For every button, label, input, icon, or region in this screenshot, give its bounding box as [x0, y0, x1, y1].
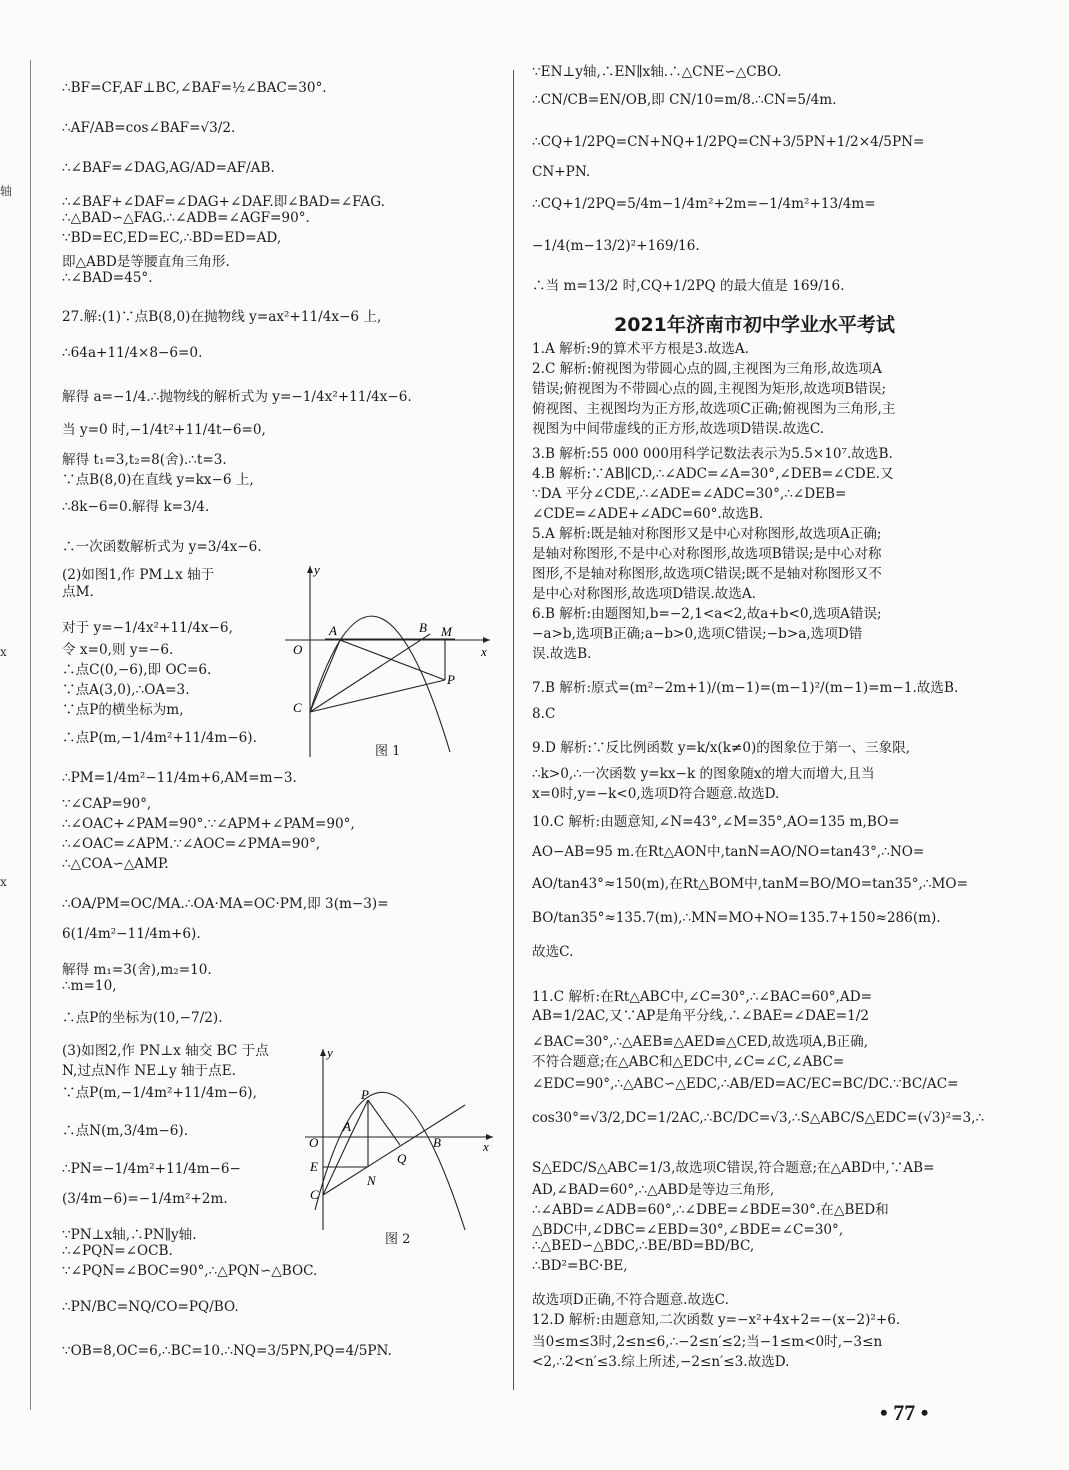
left_column-line: (3)如图2,作 PN⊥x 轴交 BC 于点: [62, 1043, 269, 1059]
left_column-line: (3/4m−6)=−1/4m²+2m.: [62, 1191, 228, 1207]
right_column-line: AD,∠BAD=60°,∴△ABD是等边三角形,: [532, 1182, 775, 1198]
left_column-line: ∴△COA∽△AMP.: [62, 856, 169, 872]
left_column-line: ∴AF/AB=cos∠BAF=√3/2.: [62, 120, 236, 136]
right_column-line: 误.故选B.: [532, 646, 592, 662]
left_column-line: ∴BF=CF,AF⊥BC,∠BAF=½∠BAC=30°.: [62, 80, 327, 96]
right_column-line: 俯视图、主视图均为正方形,故选项C正确;俯视图为三角形,主: [532, 401, 896, 417]
left_column-line: ∵点P(m,−1/4m²+11/4m−6),: [62, 1085, 257, 1101]
right_column-line: 8.C: [532, 706, 556, 722]
left_column-line: ∴一次函数解析式为 y=3/4x−6.: [62, 539, 262, 555]
fig1-label-b: B: [419, 620, 427, 635]
right_column-line: 图形,不是轴对称图形,故选项C错误;既不是轴对称图形又不: [532, 566, 882, 582]
left_column-line: ∴点C(0,−6),即 OC=6.: [62, 662, 212, 678]
left_column-line: 6(1/4m²−11/4m+6).: [62, 926, 201, 942]
right_column-line: 9.D 解析:∵反比例函数 y=k/x(k≠0)的图象位于第一、三象限,: [532, 740, 911, 756]
left_column-line: ∵BD=EC,ED=EC,∴BD=ED=AD,: [62, 230, 282, 246]
left_column-line: 解得 t₁=3,t₂=8(舍).∴t=3.: [62, 452, 227, 468]
figure-2-caption: 图 2: [385, 1232, 411, 1247]
right_column-line: 5.A 解析:既是轴对称图形又是中心对称图形,故选项A正确;: [532, 526, 882, 542]
left_column-line: ∴PM=1/4m²−11/4m+6,AM=m−3.: [62, 770, 297, 786]
right_column-line: 故选项D正确,不符合题意.故选C.: [532, 1292, 729, 1308]
page-number: • 77 •: [880, 1400, 929, 1425]
fig2-label-a: A: [343, 1119, 351, 1134]
right_column-line: 是中心对称图形,故选项D错误.故选A.: [532, 586, 756, 602]
fig1-label-x: x: [481, 644, 487, 659]
fig1-line-ca: [310, 640, 340, 712]
right_column-line: 3.B 解析:55 000 000用科学记数法表示为5.5×10⁷.故选B.: [532, 446, 893, 462]
right_column-line: 视图为中间带虚线的正方形,故选项D错误.故选C.: [532, 421, 825, 437]
right_column-line: 是轴对称图形,不是中心对称图形,故选项B错误;是中心对称: [532, 546, 882, 562]
fig2-label-e: E: [310, 1159, 318, 1174]
right_column-line: 不符合题意;在△ABC和△EDC中,∠C=∠C,∠ABC=: [532, 1054, 845, 1070]
right_column-line: BO/tan35°≈135.7(m),∴MN=MO+NO=135.7+150≈286(m).: [532, 910, 941, 926]
right_column-line: ∴BD²=BC·BE,: [532, 1258, 628, 1274]
left_column-line: 解得 m₁=3(舍),m₂=10.: [62, 962, 212, 978]
right_column-line: 12.D 解析:由题意知,二次函数 y=−x²+4x+2=−(x−2)²+6.: [532, 1312, 901, 1328]
left_column-line: 对于 y=−1/4x²+11/4x−6,: [62, 620, 233, 636]
right_column-line: ∴当 m=13/2 时,CQ+1/2PQ 的最大值是 169/16.: [532, 278, 845, 294]
left_column-line: 即△ABD是等腰直角三角形.: [62, 254, 230, 270]
left_column-line: ∴∠BAD=45°.: [62, 270, 153, 286]
left_column-line: ∴∠OAC+∠PAM=90°.∵∠APM+∠PAM=90°,: [62, 816, 355, 832]
left_column-line: ∴△BAD∽△FAG.∴∠ADB=∠AGF=90°.: [62, 210, 310, 226]
fig1-line-cb: [310, 634, 430, 712]
section-title: 2021年济南市初中学业水平考试: [614, 314, 895, 336]
right_column-line: ∴CQ+1/2PQ=5/4m−1/4m²+2m=−1/4m²+13/4m=: [532, 196, 876, 212]
right_column-line: 错误;俯视图为不带圆心点的圆,主视图为矩形,故选项B错误;: [532, 381, 887, 397]
right_column-line: ∠EDC=90°,∴△ABC∽△EDC,∴AB/ED=AC/EC=BC/DC.∵BC/AC=: [532, 1076, 959, 1092]
right_column-line: AB=1/2AC,又∵AP是角平分线,∴∠BAE=∠DAE=1/2: [532, 1008, 869, 1024]
right_column-line: ∴△BED∽△BDC,∴BE/BD=BD/BC,: [532, 1238, 755, 1254]
fig1-label-y: y: [314, 562, 320, 577]
right_column-line: 故选C.: [532, 944, 574, 960]
margin-mark-2: x: [0, 645, 7, 659]
right_column-line: AO−AB=95 m.在Rt△AON中,tanN=AO/NO=tan43°,∴NO=: [532, 844, 925, 860]
left_column-line: ∴8k−6=0.解得 k=3/4.: [62, 499, 210, 515]
right_column-line: 7.B 解析:原式=(m²−2m+1)/(m−1)=(m−1)²/(m−1)=m−1.故选B.: [532, 680, 959, 696]
right_column-line: ∴CN/CB=EN/OB,即 CN/10=m/8.∴CN=5/4m.: [532, 92, 837, 108]
right_column-line: S△EDC/S△ABC=1/3,故选项C错误,符合题意;在△ABD中,∵AB=: [532, 1160, 935, 1176]
right_column-line: ∵DA 平分∠CDE,∴∠ADE=∠ADC=30°,∴∠DEB=: [532, 486, 847, 502]
right_column-line: 11.C 解析:在Rt△ABC中,∠C=30°,∴∠BAC=60°,AD=: [532, 989, 872, 1005]
left_column-line: ∴∠BAF+∠DAF=∠DAG+∠DAF.即∠BAD=∠FAG.: [62, 194, 385, 210]
right_column-line: 4.B 解析:∵AB∥CD,∴∠ADC=∠A=30°,∠DEB=∠CDE.又: [532, 466, 894, 482]
fig1-label-a: A: [329, 623, 337, 638]
left_column-line: ∴点P(m,−1/4m²+11/4m−6).: [62, 730, 257, 746]
fig2-label-y: y: [327, 1045, 333, 1060]
left_column-line: ∴点N(m,3/4m−6).: [62, 1123, 189, 1139]
left_column-line: 27.解:(1)∵点B(8,0)在抛物线 y=ax²+11/4x−6 上,: [62, 309, 382, 325]
column-divider: [513, 70, 514, 1390]
fig1-label-m: M: [441, 624, 452, 639]
right_column-line: 6.B 解析:由题图知,b=−2,1<a<2,故a+b<0,选项A错误;: [532, 606, 882, 622]
fig1-label-p: P: [447, 672, 455, 687]
margin-mark-3: x: [0, 875, 7, 889]
right_column-line: cos30°=√3/2,DC=1/2AC,∴BC/DC=√3,∴S△ABC/S△EDC=(√3)²=3,∴: [532, 1110, 985, 1126]
fig2-label-b: B: [433, 1135, 441, 1150]
left_column-line: ∴点P的坐标为(10,−7/2).: [62, 1010, 223, 1026]
right_column-line: 当0≤m≤3时,2≤n≤6,∴−2≤n′≤2;当−1≤m<0时,−3≤n: [532, 1334, 883, 1350]
right_column-line: −1/4(m−13/2)²+169/16.: [532, 238, 700, 254]
right_column-line: ∴k>0,∴一次函数 y=kx−k 的图象随x的增大而增大,且当: [532, 766, 875, 782]
left_column-line: ∵点P的横坐标为m,: [62, 702, 184, 718]
fig2-label-q: Q: [397, 1151, 407, 1166]
right_column-line: △BDC中,∠DBC=∠EBD=30°,∠BDE=∠C=30°,: [532, 1222, 844, 1238]
left_column-line: (2)如图1,作 PM⊥x 轴于: [62, 567, 215, 583]
fig1-label-o: O: [293, 642, 303, 657]
left_column-line: 解得 a=−1/4.∴抛物线的解析式为 y=−1/4x²+11/4x−6.: [62, 389, 412, 405]
fig1-label-c: C: [293, 700, 302, 715]
right_column-line: ∠BAC=30°,∴△AEB≌△AED≌△CED,故选项A,B正确,: [532, 1034, 869, 1050]
right_column-line: 2.C 解析:俯视图为带圆心点的圆,主视图为三角形,故选项A: [532, 361, 882, 377]
margin-mark-1: 轴: [0, 184, 13, 198]
fig2-label-x: x: [483, 1139, 489, 1154]
left_column-line: 点M.: [62, 584, 94, 600]
figure-1: [285, 562, 495, 762]
left_column-line: 令 x=0,则 y=−6.: [62, 642, 174, 658]
right_column-line: ∠CDE=∠ADE+∠ADC=60°.故选B.: [532, 506, 764, 522]
right_column-line: 1.A 解析:9的算术平方根是3.故选A.: [532, 341, 749, 357]
left_column-line: ∴PN/BC=NQ/CO=PQ/BO.: [62, 1299, 239, 1315]
fig2-label-c: C: [310, 1187, 319, 1202]
left_column-line: ∵∠CAP=90°,: [62, 796, 152, 812]
left_column-line: ∴∠PQN=∠OCB.: [62, 1243, 173, 1259]
fig1-line-ap: [340, 640, 445, 680]
right_column-line: AO/tan43°≈150(m),在Rt△BOM中,tanM=BO/MO=tan35°,∴MO=: [532, 876, 968, 892]
right_column-line: 10.C 解析:由题意知,∠N=43°,∠M=35°,AO=135 m,BO=: [532, 814, 900, 830]
left_column-line: ∴∠OAC=∠APM.∵∠AOC=∠PMA=90°,: [62, 836, 321, 852]
left_column-line: ∵PN⊥x轴,∴PN∥y轴.: [62, 1227, 197, 1243]
figure-1-caption: 图 1: [375, 744, 401, 759]
right_column-line: x=0时,y=−k<0,选项D符合题意.故选D.: [532, 786, 780, 802]
left_column-line: ∵∠PQN=∠BOC=90°,∴△PQN∽△BOC.: [62, 1263, 318, 1279]
left-margin-rule: [30, 60, 31, 1410]
right_column-line: ∵EN⊥y轴,∴EN∥x轴.∴△CNE∽△CBO.: [532, 64, 782, 80]
left_column-line: ∴OA/PM=OC/MA.∴OA·MA=OC·PM,即 3(m−3)=: [62, 896, 389, 912]
right_column-line: ∴CQ+1/2PQ=CN+NQ+1/2PQ=CN+3/5PN+1/2×4/5PN=: [532, 134, 925, 150]
left_column-line: N,过点N作 NE⊥y 轴于点E.: [62, 1063, 236, 1079]
left_column-line: ∵点B(8,0)在直线 y=kx−6 上,: [62, 472, 254, 488]
fig2-line-pq: [368, 1100, 400, 1145]
left_column-line: ∴m=10,: [62, 978, 117, 994]
left_column-line: ∵点A(3,0),∴OA=3.: [62, 682, 190, 698]
left_column-line: ∴∠BAF=∠DAG,AG/AD=AF/AB.: [62, 160, 275, 176]
fig2-label-n: N: [367, 1173, 376, 1188]
fig1-line-cp: [310, 680, 445, 712]
figure-2: [305, 1045, 495, 1235]
right_column-line: CN+PN.: [532, 164, 591, 180]
right_column-line: −a>b,选项B正确;a−b>0,选项C错误;−b>a,选项D错: [532, 626, 863, 642]
right_column-line: <2,∴2<n′≤3.综上所述,−2≤n′≤3.故选D.: [532, 1354, 790, 1370]
left_column-line: ∵OB=8,OC=6,∴BC=10.∴NQ=3/5PN,PQ=4/5PN.: [62, 1343, 392, 1359]
fig2-parabola: [315, 1092, 465, 1230]
fig2-label-p: P: [361, 1087, 369, 1102]
left_column-line: ∴PN=−1/4m²+11/4m−6−: [62, 1161, 241, 1177]
left_column-line: 当 y=0 时,−1/4t²+11/4t−6=0,: [62, 422, 266, 438]
fig2-label-o: O: [309, 1135, 319, 1150]
right_column-line: ∴∠ABD=∠ADB=60°,∴∠DBE=∠BDE=30°.在△BED和: [532, 1202, 889, 1218]
left_column-line: ∴64a+11/4×8−6=0.: [62, 345, 203, 361]
